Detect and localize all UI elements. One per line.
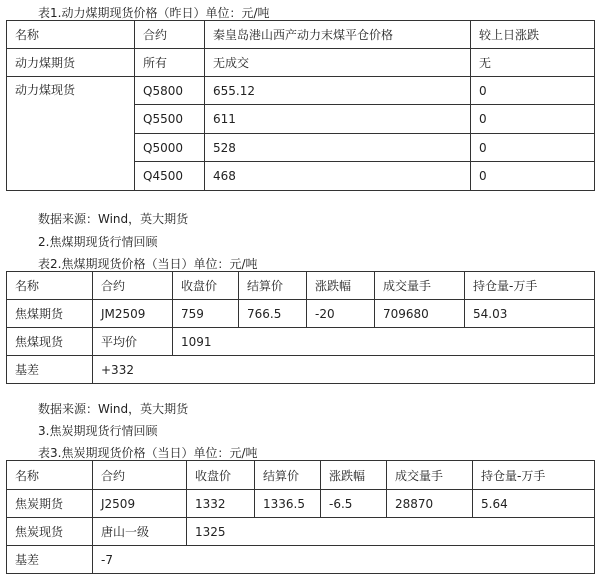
table-cell: Q5800 <box>135 77 205 105</box>
table-cell: 动力煤现货 <box>7 77 135 191</box>
table-cell: 焦煤现货 <box>7 328 93 356</box>
table-cell: -6.5 <box>321 490 387 518</box>
table-row <box>7 356 595 384</box>
table-cell: 1091 <box>173 328 595 356</box>
header-cell: 结算价 <box>239 272 307 300</box>
header-cell: 持仓量-万手 <box>465 272 595 300</box>
table-cell: 基差 <box>7 356 93 384</box>
header-cell: 名称 <box>7 21 135 49</box>
table-row <box>7 77 595 105</box>
table-cell: 759 <box>173 300 239 328</box>
table-cell: J2509 <box>93 490 187 518</box>
section-title: 2.焦煤期现货行情回顾 <box>38 235 158 249</box>
table-cell: 1336.5 <box>255 490 321 518</box>
table-cell: 709680 <box>375 300 465 328</box>
table1-caption: 表1.动力煤期现货价格（昨日）单位：元/吨 <box>38 6 270 20</box>
table-cell: 468 <box>205 162 471 191</box>
table-cell: 528 <box>205 134 471 162</box>
table-cell: 28870 <box>387 490 473 518</box>
table-cell: 焦煤期货 <box>7 300 93 328</box>
table-row <box>7 328 595 356</box>
table-cell: -20 <box>307 300 375 328</box>
coal-price-table <box>6 20 595 191</box>
table-cell: 焦炭期货 <box>7 490 93 518</box>
header-cell: 成交量手 <box>375 272 465 300</box>
table-cell: Q4500 <box>135 162 205 191</box>
table-cell: 0 <box>471 162 595 191</box>
header-cell: 秦皇岛港山西产动力末煤平仓价格 <box>205 21 471 49</box>
header-cell: 持仓量-万手 <box>473 461 595 490</box>
coking-coal-table <box>6 271 595 384</box>
data-source-note: 数据来源：Wind，英大期货 <box>38 212 189 226</box>
table-row <box>7 49 595 77</box>
table-cell: 54.03 <box>465 300 595 328</box>
table-cell: Q5500 <box>135 105 205 134</box>
header-cell: 名称 <box>7 272 93 300</box>
header-cell: 合约 <box>93 461 187 490</box>
table-cell: -7 <box>93 546 595 574</box>
table-cell: 611 <box>205 105 471 134</box>
table-cell: 基差 <box>7 546 93 574</box>
table-cell: 0 <box>471 105 595 134</box>
header-cell: 结算价 <box>255 461 321 490</box>
table-cell: 焦炭现货 <box>7 518 93 546</box>
table-cell: 5.64 <box>473 490 595 518</box>
header-cell: 合约 <box>135 21 205 49</box>
table-row <box>7 518 595 546</box>
header-cell: 成交量手 <box>387 461 473 490</box>
table-cell: 0 <box>471 134 595 162</box>
table-cell: 1325 <box>187 518 595 546</box>
table-cell: 平均价 <box>93 328 173 356</box>
header-cell: 合约 <box>93 272 173 300</box>
table-header-row <box>7 272 595 300</box>
header-cell: 涨跌幅 <box>307 272 375 300</box>
table-cell: Q5000 <box>135 134 205 162</box>
header-cell: 收盘价 <box>173 272 239 300</box>
table-row <box>7 300 595 328</box>
table-cell: 655.12 <box>205 77 471 105</box>
table-cell: 1332 <box>187 490 255 518</box>
header-cell: 较上日涨跌 <box>471 21 595 49</box>
table-cell: JM2509 <box>93 300 173 328</box>
table-cell: 766.5 <box>239 300 307 328</box>
table2-caption: 表2.焦煤期现货价格（当日）单位：元/吨 <box>38 257 258 271</box>
section-title: 3.焦炭期现货行情回顾 <box>38 424 158 438</box>
header-cell: 名称 <box>7 461 93 490</box>
table-row <box>7 490 595 518</box>
table-cell: 0 <box>471 77 595 105</box>
table-cell: +332 <box>93 356 595 384</box>
table-cell: 唐山一级 <box>93 518 187 546</box>
table-cell: 无成交 <box>205 49 471 77</box>
table-header-row <box>7 21 595 49</box>
header-cell: 涨跌幅 <box>321 461 387 490</box>
table-row <box>7 546 595 574</box>
table-cell: 动力煤期货 <box>7 49 135 77</box>
table-cell: 所有 <box>135 49 205 77</box>
coke-table <box>6 460 595 574</box>
table3-caption: 表3.焦炭期现货价格（当日）单位：元/吨 <box>38 446 258 460</box>
table-header-row <box>7 461 595 490</box>
header-cell: 收盘价 <box>187 461 255 490</box>
data-source-note: 数据来源：Wind，英大期货 <box>38 402 189 416</box>
table-cell: 无 <box>471 49 595 77</box>
